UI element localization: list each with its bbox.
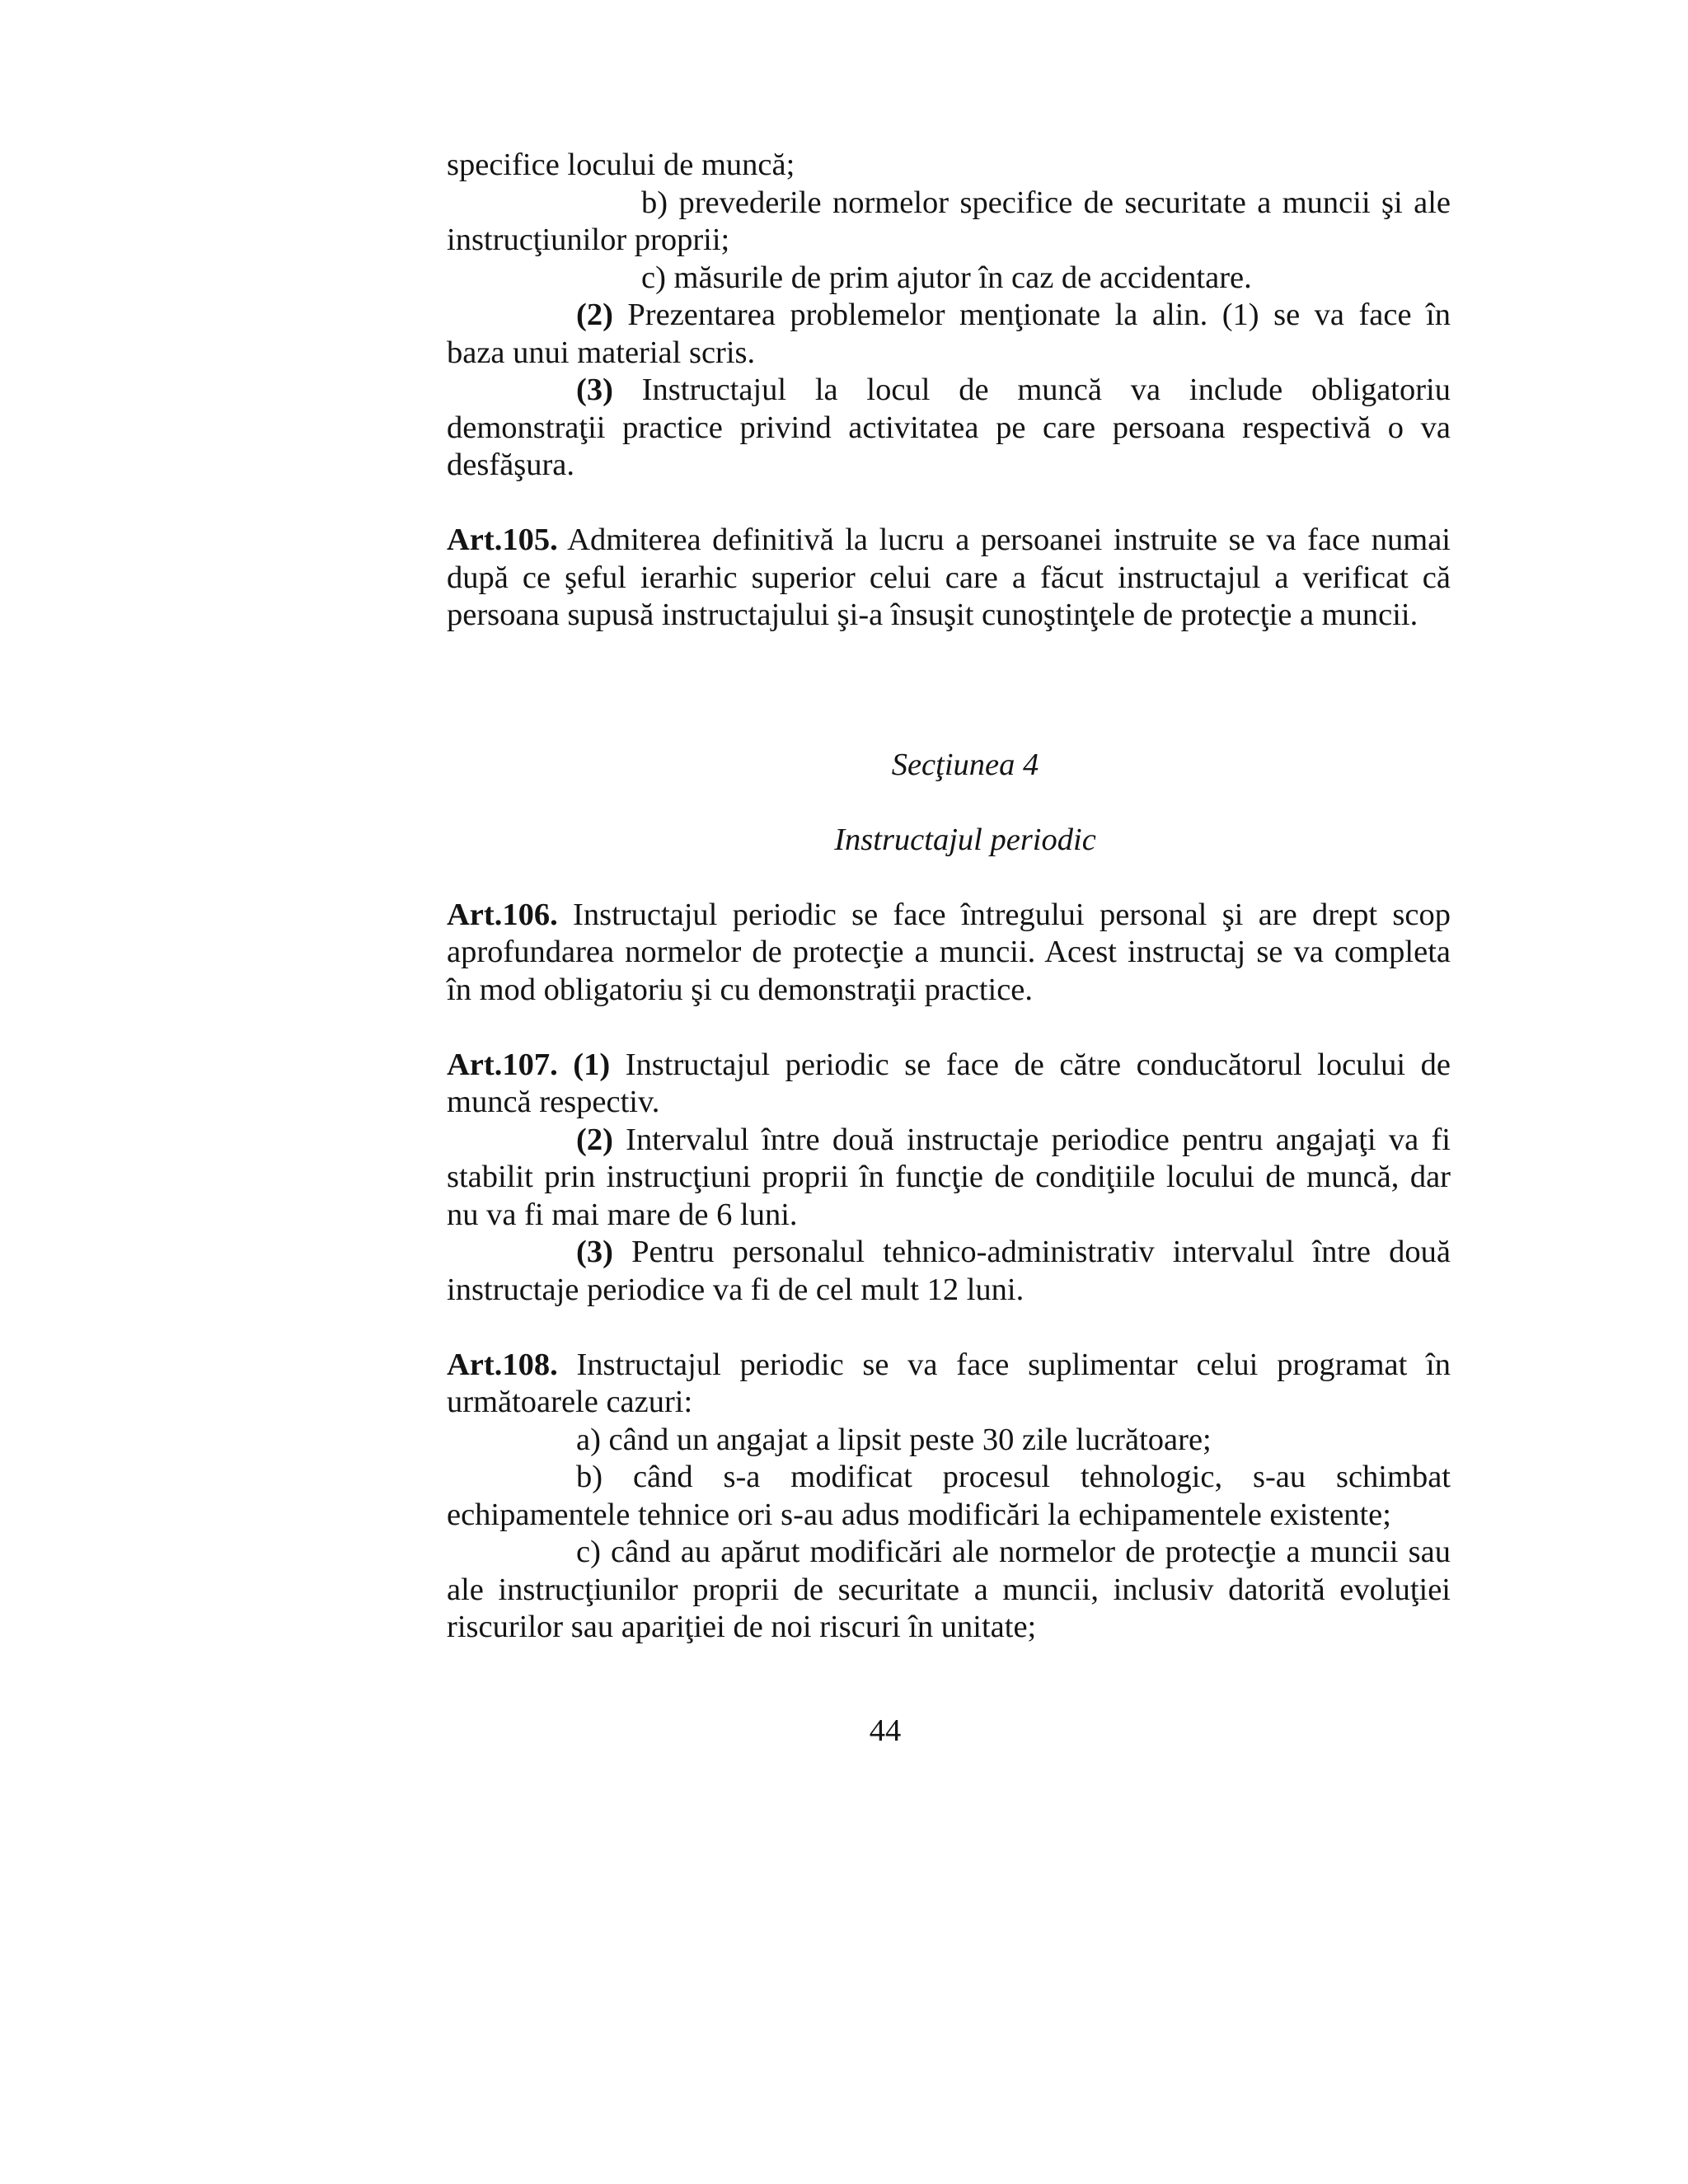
paragraph-text: Pentru personalul tehnico-administrativ intervalul între două instructaje periodice va fi de cel mult 12 luni. [447,1235,1451,1307]
page-number: 44 [869,1713,902,1748]
paragraph-3 [447,372,1451,485]
list-item-a: a) când un angajat a lipsit peste 30 zile lucrătoare; [576,1422,1212,1457]
section-number: Secţiunea 4 [891,747,1039,782]
article-text: Instructajul periodic se va face suplimentar celui programat în următoarele cazuri: [447,1347,1451,1419]
document-body [447,147,1451,1647]
article-107-paragraph-2 [447,1122,1451,1235]
spacer [447,635,1451,747]
article-108 [447,1347,1451,1422]
paragraph-label: (3) [576,1235,613,1269]
list-item-b: b) când s-a modificat procesul tehnologic, s-au schimbat echipamentele tehnice ori s-au adus modificări la echipamentele existente; [447,1460,1451,1532]
list-item-c: c) când au apărut modificări ale normelor de protecţie a muncii sau ale instrucţiunilor proprii de securitate a muncii, inclusiv datorită evoluţiei riscurilor sau apariţiei de noi riscuri în unitate; [447,1535,1451,1644]
paragraph-text: Prezentarea problemelor menţionate la alin. (1) se va face în baza unui material scris. [447,298,1451,370]
paragraph-label: (3) [576,373,613,407]
spacer [447,784,1451,822]
continued-line: specifice locului de muncă; [447,148,795,182]
article-text: Instructajul periodic se face întregului personal şi are drept scop aprofundarea normelor de protecţie a muncii. Acest instructaj se va completa în mod obligatoriu şi cu demonstraţii practice. [447,897,1451,1007]
article-107-paragraph-3 [447,1234,1451,1309]
article-107 [447,1047,1451,1122]
paragraph-text: Instructajul periodic se face de către conducătorul locului de muncă respectiv. [447,1047,1451,1119]
paragraph-label: (2) [576,298,613,332]
spacer [447,859,1451,897]
spacer [447,485,1451,523]
paragraph-text: Intervalul între două instructaje periodice pentru angajaţi va fi stabilit prin instrucţiuni proprii în funcţie de condiţiile locului de muncă, dar nu va fi mai mare de 6 luni. [447,1122,1451,1232]
article-text: Admiterea definitivă la lucru a persoanei instruite se va face numai după ce şeful ierarhic superior celui care a făcut instructajul a verificat că persoana supusă instructajului şi-a însuşit cunoştinţele de protecţie a muncii. [447,523,1451,632]
article-106 [447,897,1451,1010]
paragraph-2 [447,297,1451,372]
spacer [447,1309,1451,1347]
section-title: Instructajul periodic [834,822,1096,857]
article-label: Art.105. [447,523,558,557]
paragraph-label: (1) [557,1047,611,1082]
spacer [447,1009,1451,1047]
article-105 [447,522,1451,635]
list-item-b: b) prevederile normelor specifice de securitate a muncii şi ale instrucţiunilor proprii; [447,185,1451,257]
article-label: Art.107. [447,1047,558,1082]
article-label: Art.106. [447,897,558,932]
article-label: Art.108. [447,1347,558,1382]
list-item-c: c) măsurile de prim ajutor în caz de accidentare. [641,260,1252,295]
paragraph-label: (2) [576,1122,613,1157]
paragraph-text: Instructajul la locul de muncă va include obligatoriu demonstraţii practice privind activitatea pe care persoana respectivă o va desfăşura. [447,373,1451,482]
